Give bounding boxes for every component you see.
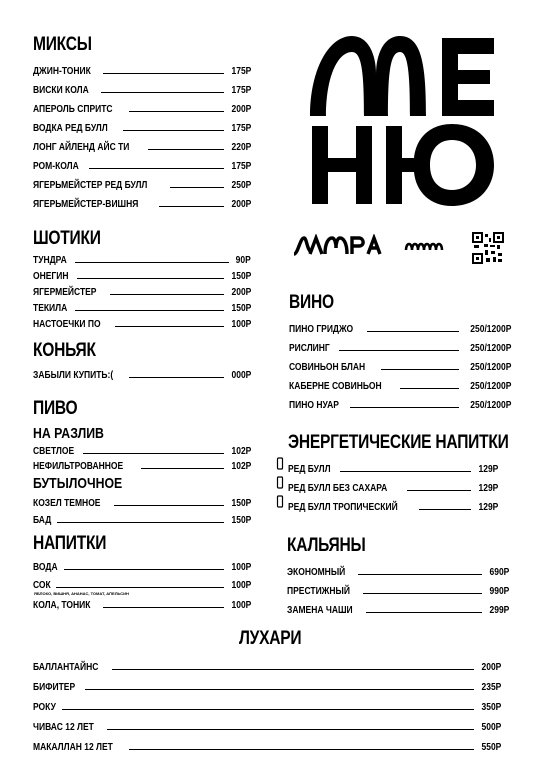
item-price: 250Р [231, 180, 251, 191]
menu-item [289, 373, 511, 392]
menu-item [33, 442, 251, 457]
leader-line [101, 92, 224, 93]
qr-code-icon[interactable] [472, 232, 504, 269]
item-name: РЕД БУЛЛ [288, 464, 331, 475]
leader-line [57, 522, 224, 523]
item-price: 150Р [231, 303, 251, 314]
section-heading: НАПИТКИ [33, 533, 107, 554]
section-heading: ПИВО [33, 398, 78, 419]
leader-line [107, 729, 474, 730]
section-heading: МИКСЫ [33, 34, 92, 55]
wave-icon [404, 238, 444, 259]
section-mixes [33, 34, 251, 210]
leader-line [148, 149, 223, 150]
menu-item [33, 58, 251, 77]
item-name: РОКУ [33, 702, 56, 713]
section-heading: ВИНО [289, 292, 334, 313]
item-price: 129Р [478, 502, 498, 513]
item-name: ПИНО ГРИДЖО [289, 324, 354, 335]
item-name: ЧИВАС 12 ЛЕТ [33, 722, 94, 733]
item-name: ЯГЕРЬМЕЙСТЕР-ВИШНЯ [33, 199, 139, 210]
section-luxury [33, 628, 501, 753]
item-name: ВИСКИ КОЛА [33, 85, 89, 96]
section-heading: ЭНЕРГЕТИЧЕСКИЕ НАПИТКИ [288, 432, 509, 453]
menu-item [33, 250, 251, 266]
section-drinks [33, 533, 251, 611]
item-price: 150Р [231, 515, 251, 526]
item-name: ТЕКИЛА [33, 303, 68, 314]
leader-line [85, 689, 474, 690]
item-price: 250/1200Р [469, 324, 511, 335]
item-name: ЛОНГ АЙЛЕНД АЙС ТИ [33, 142, 130, 153]
item-name: БАД [33, 515, 52, 526]
item-price: 235Р [481, 682, 501, 693]
item-name: ЗАБЫЛИ КУПИТЬ:( [33, 370, 114, 381]
menu-title [306, 26, 506, 206]
section-energy [288, 432, 509, 513]
item-name: ЭКОНОМНЫЙ [287, 567, 346, 578]
item-price: 200Р [231, 199, 251, 210]
menu-item [33, 713, 501, 733]
item-name: ОНЕГИН [33, 271, 69, 282]
menu-item [33, 509, 251, 526]
item-name: СВЕТЛОЕ [33, 446, 75, 457]
leader-line [75, 310, 223, 311]
juice-note: ЯБЛОКО, ВИШНЯ, АНАНАС, ТОМАТ, АПЕЛЬСИН [34, 591, 129, 596]
menu-item [33, 191, 251, 210]
item-name: ТУНДРА [33, 255, 67, 266]
leader-line [103, 607, 224, 608]
menu-item [33, 457, 251, 472]
leader-line [123, 130, 224, 131]
item-name: ЯГЕРМЕЙСТЕР [33, 287, 97, 298]
menu-item [288, 456, 498, 475]
leader-line [419, 509, 471, 510]
item-name: РЕД БУЛЛ БЕЗ САХАРА [288, 483, 388, 494]
leader-line [115, 326, 224, 327]
item-price: 102Р [231, 461, 251, 472]
leader-line [112, 669, 474, 670]
item-name: РИСЛИНГ [289, 343, 330, 354]
item-price: 175Р [231, 66, 251, 77]
item-price: 200Р [481, 662, 501, 673]
item-price: 90Р [235, 255, 251, 266]
subheading-draft: НА РАЗЛИВ [33, 425, 104, 442]
item-name: ПИНО НУАР [289, 400, 339, 411]
item-price: 102Р [231, 446, 251, 457]
item-name: РЕД БУЛЛ ТРОПИЧЕСКИЙ [288, 502, 398, 513]
menu-item [33, 266, 251, 282]
leader-line [89, 168, 224, 169]
item-price: 250/1200Р [469, 381, 511, 392]
item-price: 129Р [478, 483, 498, 494]
item-price: 690Р [489, 567, 509, 578]
lampa-logo [292, 234, 392, 256]
item-price: 350Р [481, 702, 501, 713]
item-name: ЯГЕРЬМЕЙСТЕР РЕД БУЛЛ [33, 180, 148, 191]
leader-line [381, 369, 459, 370]
item-name: РОМ-КОЛА [33, 161, 79, 172]
section-shots [33, 228, 251, 330]
menu-item [289, 316, 511, 335]
section-cognac [33, 340, 251, 381]
menu-item [33, 573, 251, 591]
item-price: 990Р [489, 586, 509, 597]
item-name: МАКАЛЛАН 12 ЛЕТ [33, 742, 113, 753]
menu-item [33, 733, 501, 753]
item-name: КОЗЕЛ ТЕМНОЕ [33, 498, 101, 509]
menu-item [289, 354, 511, 373]
item-name: ВОДА [33, 562, 58, 573]
section-wine [289, 292, 511, 411]
item-price: 100Р [231, 319, 251, 330]
item-name: БАЛЛАНТАЙНС [33, 662, 99, 673]
can-icon [276, 457, 284, 520]
subheading-bottled: БУТЫЛОЧНОЕ [33, 475, 123, 492]
menu-item [33, 492, 251, 509]
leader-line [358, 574, 482, 575]
leader-line [56, 587, 224, 588]
menu-item [33, 96, 251, 115]
item-name: АПЕРОЛЬ СПРИТС [33, 104, 113, 115]
leader-line [367, 331, 459, 332]
menu-item [33, 77, 251, 96]
leader-line [350, 407, 459, 408]
menu-item [288, 475, 498, 494]
menu-item [33, 673, 501, 693]
menu-item [33, 298, 251, 314]
item-name: ВОДКА РЕД БУЛЛ [33, 123, 108, 134]
leader-line [103, 73, 224, 74]
item-price: 150Р [231, 498, 251, 509]
leader-line [110, 294, 224, 295]
menu-item [287, 559, 509, 578]
leader-line [363, 593, 482, 594]
item-price: 175Р [231, 161, 251, 172]
menu-item [33, 653, 501, 673]
menu-item [288, 494, 498, 513]
menu-item [289, 392, 511, 411]
item-price: 500Р [481, 722, 501, 733]
item-price: 299Р [489, 605, 509, 616]
section-heading: КАЛЬЯНЫ [287, 535, 366, 556]
menu-item [33, 134, 251, 153]
item-name: НЕФИЛЬТРОВАННОЕ [33, 461, 124, 472]
item-name: КОЛА, ТОНИК [33, 600, 91, 611]
item-price: 200Р [231, 287, 251, 298]
menu-item [289, 335, 511, 354]
menu-item [33, 282, 251, 298]
leader-line [77, 278, 224, 279]
item-price: 100Р [231, 580, 251, 591]
item-price: 250/1200Р [469, 400, 511, 411]
leader-line [114, 505, 223, 506]
leader-line [83, 453, 223, 454]
item-name: СОВИНЬОН БЛАН [289, 362, 366, 373]
leader-line [400, 388, 459, 389]
leader-line [75, 262, 230, 263]
item-price: 150Р [231, 271, 251, 282]
leader-line [339, 350, 459, 351]
item-name: ЗАМЕНА ЧАШИ [287, 605, 353, 616]
item-price: 550Р [481, 742, 501, 753]
leader-line [129, 111, 224, 112]
menu-item [33, 153, 251, 172]
item-name: НАСТОЕЧКИ ПО [33, 319, 101, 330]
item-price: 129Р [478, 464, 498, 475]
leader-line [129, 749, 474, 750]
leader-line [141, 468, 224, 469]
item-price: 250/1200Р [469, 362, 511, 373]
leader-line [407, 490, 471, 491]
item-price: 250/1200Р [469, 343, 511, 354]
item-price: 220Р [231, 142, 251, 153]
item-price: 175Р [231, 85, 251, 96]
item-name: КАБЕРНЕ СОВИНЬОН [289, 381, 382, 392]
item-price: 200Р [231, 104, 251, 115]
section-heading: КОНЬЯК [33, 340, 96, 361]
menu-item [33, 314, 251, 330]
section-hookah [287, 535, 509, 616]
menu-item [33, 555, 251, 573]
menu-item [33, 115, 251, 134]
section-beer [33, 398, 251, 526]
item-name: ДЖИН-ТОНИК [33, 66, 91, 77]
item-name: ПРЕСТИЖНЫЙ [287, 586, 350, 597]
menu-item [287, 578, 509, 597]
leader-line [340, 471, 471, 472]
brand-logo [292, 234, 392, 261]
section-heading: ШОТИКИ [33, 228, 101, 249]
menu-item [33, 362, 251, 381]
menu-item [33, 693, 501, 713]
section-heading: ЛУХАРИ [239, 628, 302, 649]
leader-line [129, 377, 223, 378]
leader-line [170, 187, 224, 188]
leader-line [159, 206, 224, 207]
item-name: СОК [33, 580, 51, 591]
menu-item [287, 597, 509, 616]
leader-line [62, 709, 474, 710]
menu-title-graphic [306, 26, 506, 206]
item-price: 000Р [231, 370, 251, 381]
item-price: 175Р [231, 123, 251, 134]
item-price: 100Р [231, 562, 251, 573]
leader-line [366, 612, 481, 613]
item-name: БИФИТЕР [33, 682, 76, 693]
menu-item [33, 172, 251, 191]
leader-line [64, 569, 224, 570]
item-price: 100Р [231, 600, 251, 611]
